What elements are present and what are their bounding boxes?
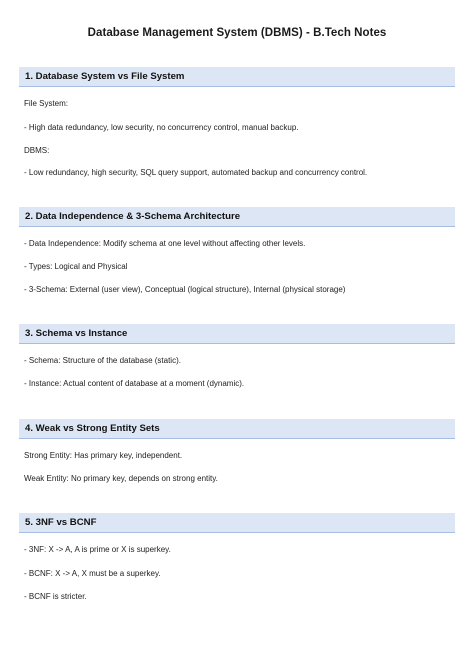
- section-heading: 5. 3NF vs BCNF: [25, 517, 97, 528]
- section-line: File System:: [24, 99, 69, 108]
- section-line: - Instance: Actual content of database at a moment (dynamic).: [24, 379, 245, 388]
- section-line: - High data redundancy, low security, no concurrency control, manual backup.: [24, 123, 299, 132]
- section-heading: 2. Data Independence & 3-Schema Architecture: [25, 211, 241, 222]
- section-line: - BCNF is stricter.: [24, 592, 87, 601]
- section-heading: 1. Database System vs File System: [25, 71, 185, 82]
- section-header-data-independence: [19, 207, 455, 227]
- section-heading: 3. Schema vs Instance: [25, 328, 128, 339]
- section-header-entity-sets: [19, 419, 455, 439]
- section-line: - 3-Schema: External (user view), Conceptual (logical structure), Internal (physical storage): [24, 285, 346, 294]
- section-header-3nf-vs-bcnf: [19, 513, 455, 533]
- section-line: - Schema: Structure of the database (static).: [24, 356, 181, 365]
- section-line: DBMS:: [24, 146, 50, 155]
- section-line: Strong Entity: Has primary key, independent.: [24, 451, 183, 460]
- section-line: - 3NF: X -> A, A is prime or X is superkey.: [24, 545, 171, 554]
- section-line: - Data Independence: Modify schema at one level without affecting other levels.: [24, 239, 306, 248]
- document-title: Database Management System (DBMS) - B.Tech Notes: [87, 27, 387, 39]
- section-line: - Types: Logical and Physical: [24, 262, 128, 271]
- section-line: - BCNF: X -> A, X must be a superkey.: [24, 569, 161, 578]
- section-header-db-vs-file: [19, 67, 455, 87]
- section-line: - Low redundancy, high security, SQL query support, automated backup and concurrency control.: [24, 168, 368, 177]
- section-heading: 4. Weak vs Strong Entity Sets: [25, 423, 160, 434]
- section-line: Weak Entity: No primary key, depends on strong entity.: [24, 474, 218, 483]
- section-header-schema-vs-instance: [19, 324, 455, 344]
